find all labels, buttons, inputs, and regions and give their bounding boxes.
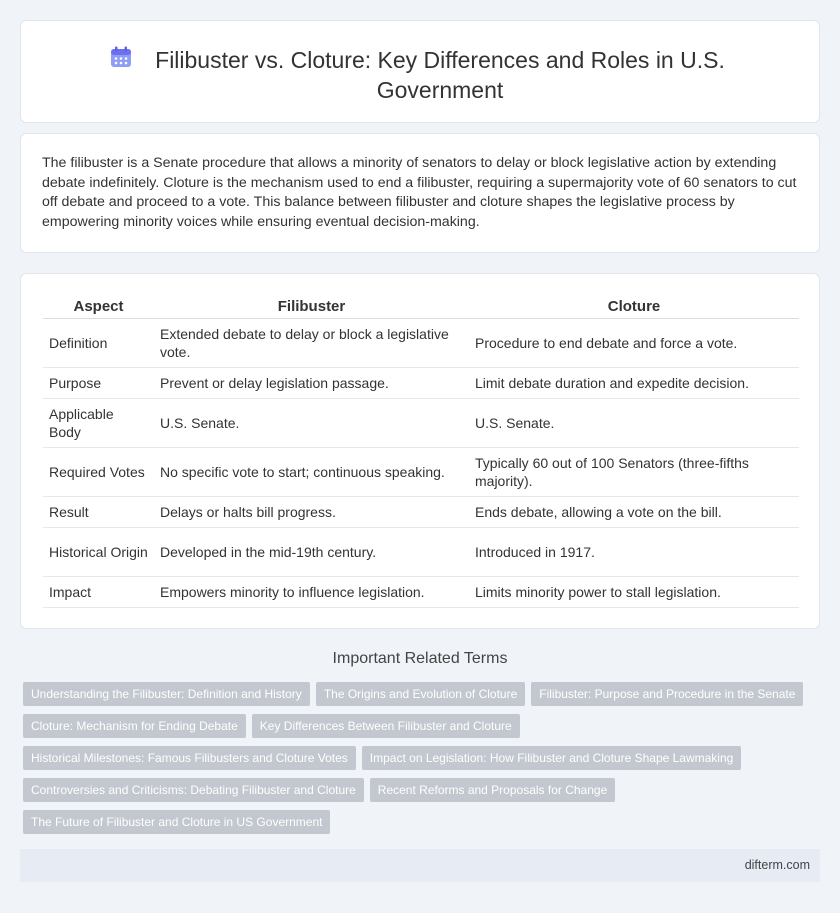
- cloture-cell: Introduced in 1917.: [469, 527, 799, 576]
- aspect-cell: Result: [43, 496, 154, 527]
- filibuster-cell: Delays or halts bill progress.: [154, 496, 469, 527]
- related-terms-heading: Important Related Terms: [332, 650, 508, 667]
- filibuster-cell: U.S. Senate.: [154, 398, 469, 447]
- site-name[interactable]: difterm.com: [744, 858, 810, 872]
- page-title: Filibuster vs. Cloture: Key Differences and Roles in U.S. Government: [155, 47, 725, 103]
- table-row: [43, 318, 799, 367]
- related-term-link[interactable]: Filibuster: Purpose and Procedure in the Senate: [531, 682, 803, 706]
- cloture-cell: Typically 60 out of 100 Senators (three-fifths majority).: [469, 447, 799, 496]
- aspect-cell: Impact: [43, 576, 154, 607]
- filibuster-cell: Empowers minority to influence legislation.: [154, 576, 469, 607]
- cloture-cell: Procedure to end debate and force a vote.: [469, 318, 799, 367]
- aspect-cell: Purpose: [43, 367, 154, 398]
- comparison-table: [43, 296, 799, 608]
- related-term-link[interactable]: The Future of Filibuster and Cloture in US Government: [23, 810, 330, 834]
- aspect-cell: Required Votes: [43, 447, 154, 496]
- cloture-cell: Limit debate duration and expedite decision.: [469, 367, 799, 398]
- filibuster-cell: Developed in the mid-19th century.: [154, 527, 469, 576]
- related-term-link[interactable]: Cloture: Mechanism for Ending Debate: [23, 714, 246, 738]
- filibuster-cell: Prevent or delay legislation passage.: [154, 367, 469, 398]
- filibuster-cell: Extended debate to delay or block a legislative vote.: [154, 318, 469, 367]
- aspect-cell: Applicable Body: [43, 398, 154, 447]
- table-row: [43, 496, 799, 527]
- related-term-link[interactable]: Understanding the Filibuster: Definition and History: [23, 682, 310, 706]
- column-header-cloture: Cloture: [469, 296, 799, 318]
- column-header-aspect: Aspect: [43, 296, 154, 318]
- column-header-filibuster: Filibuster: [154, 296, 469, 318]
- related-term-link[interactable]: The Origins and Evolution of Cloture: [316, 682, 525, 706]
- table-row: [43, 527, 799, 576]
- aspect-cell: Historical Origin: [43, 527, 154, 576]
- table-row: [43, 576, 799, 607]
- cloture-cell: Ends debate, allowing a vote on the bill.: [469, 496, 799, 527]
- related-term-link[interactable]: Historical Milestones: Famous Filibusters and Cloture Votes: [23, 746, 356, 770]
- related-term-link[interactable]: Key Differences Between Filibuster and Cloture: [252, 714, 520, 738]
- table-row: [43, 447, 799, 496]
- title-card: [20, 20, 820, 123]
- cloture-cell: Limits minority power to stall legislation.: [469, 576, 799, 607]
- comparison-card: [20, 273, 820, 629]
- related-term-link[interactable]: Controversies and Criticisms: Debating Filibuster and Cloture: [23, 778, 364, 802]
- table-header-row: [43, 296, 799, 318]
- table-row: [43, 367, 799, 398]
- intro-card: [20, 133, 820, 253]
- filibuster-cell: No specific vote to start; continuous speaking.: [154, 447, 469, 496]
- footer: [20, 849, 820, 882]
- aspect-cell: Definition: [43, 318, 154, 367]
- intro-paragraph: The filibuster is a Senate procedure that allows a minority of senators to delay or block legislative action by extending debate indefinitely. Cloture is the mechanism used to end a filibuster, requiring a supermajority vote of 60 senators to cut off debate and proceed to a vote. This balance between filibuster and cloture shapes the legislative process by empowering minority voices while ensuring eventual decision-making.: [42, 155, 797, 230]
- related-term-link[interactable]: Recent Reforms and Proposals for Change: [370, 778, 615, 802]
- related-terms-list: [23, 682, 813, 842]
- cloture-cell: U.S. Senate.: [469, 398, 799, 447]
- table-row: [43, 398, 799, 447]
- related-term-link[interactable]: Impact on Legislation: How Filibuster and Cloture Shape Lawmaking: [362, 746, 742, 770]
